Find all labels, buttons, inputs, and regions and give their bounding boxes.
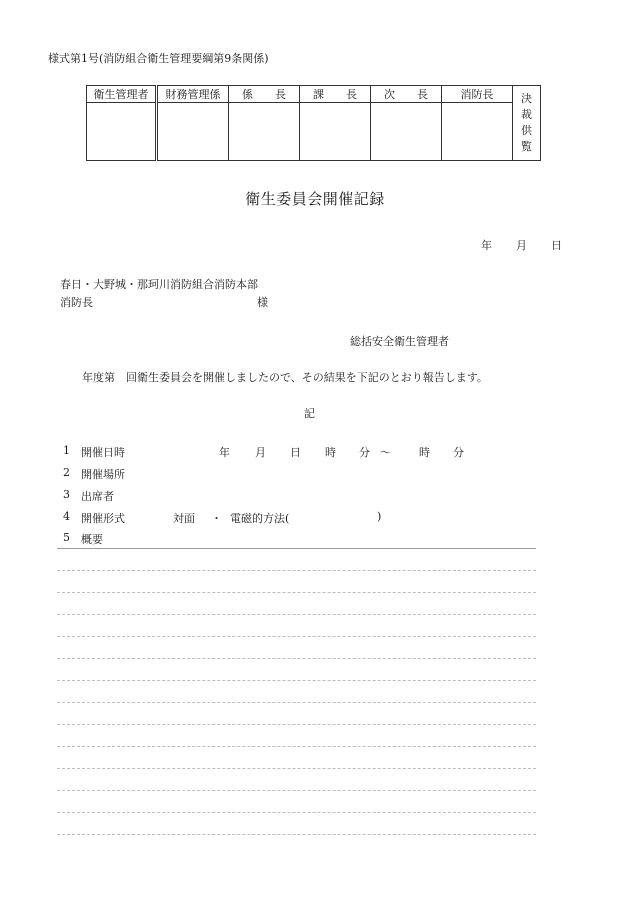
summary-line[interactable] [57,658,536,659]
item-label-datetime: 開催日時 [81,446,125,459]
schedule-end-minute: 分 [453,446,464,459]
stamp-box-fire-chief[interactable] [442,103,513,161]
item-label-summary: 概要 [81,533,103,546]
approval-header-health-manager: 衛生管理者 [87,86,157,103]
summary-line[interactable] [57,790,536,791]
date-day: 日 [551,239,562,252]
approval-side-label [513,86,541,161]
summary-line[interactable] [57,636,536,637]
summary-line[interactable] [57,702,536,703]
date-month: 月 [516,239,527,252]
schedule-day: 日 [290,446,301,459]
addressee-honorific: 様 [257,296,268,309]
summary-line[interactable] [57,746,536,747]
item-label-location: 開催場所 [81,468,125,481]
stamp-box-health-manager[interactable] [87,103,157,161]
sender-title: 総括安全衛生管理者 [350,335,449,348]
report-statement: 年度第 回衛生委員会を開催しましたので、その結果を下記のとおり報告します。 [82,371,488,384]
format-close-paren: ) [377,510,382,523]
approval-header-section-head: 課 長 [300,86,371,103]
summary-line[interactable] [57,812,536,813]
side-char-4: 覧 [521,140,532,153]
format-in-person-option[interactable]: 対面 [173,512,195,525]
approval-header-fire-chief: 消防長 [442,86,513,103]
schedule-tilde: ～ [380,446,391,459]
stamp-box-deputy[interactable] [371,103,442,161]
stamp-box-section-head[interactable] [300,103,371,161]
summary-line[interactable] [57,834,536,835]
summary-line[interactable] [57,570,536,571]
summary-line[interactable] [57,724,536,725]
summary-line[interactable] [57,768,536,769]
form-number: 様式第1号(消防組合衛生管理要綱第9条関係) [48,52,269,65]
approval-header-chief: 係 長 [229,86,300,103]
ki-heading: 記 [304,407,315,420]
date-year: 年 [481,239,492,252]
format-electronic-option[interactable]: 電磁的方法( [230,512,290,525]
stamp-box-finance[interactable] [157,103,229,161]
item-label-format: 開催形式 [81,512,125,525]
side-char-3: 供 [521,124,532,137]
schedule-end-hour: 時 [419,446,430,459]
schedule-hour: 時 [325,446,336,459]
item-number-2: 2 [63,466,70,479]
summary-line[interactable] [57,592,536,593]
item-label-attendees: 出席者 [81,490,114,503]
item-number-5: 5 [63,531,70,544]
schedule-year: 年 [219,446,230,459]
format-separator: ・ [211,512,222,525]
stamp-box-chief[interactable] [229,103,300,161]
addressee-organization: 春日・大野城・那珂川消防組合消防本部 [60,278,258,291]
summary-line[interactable] [57,614,536,615]
side-char-2: 裁 [521,108,532,121]
item-number-3: 3 [63,488,70,501]
summary-line[interactable] [57,680,536,681]
schedule-minute: 分 [359,446,370,459]
approval-header-deputy: 次 長 [371,86,442,103]
summary-line[interactable] [57,548,536,549]
approval-stamp-table [86,85,541,161]
item-number-4: 4 [63,510,70,523]
approval-header-finance: 財務管理係 [157,86,229,103]
schedule-month: 月 [255,446,266,459]
side-char-1: 決 [521,92,532,105]
page-title: 衛生委員会開催記録 [245,190,385,208]
addressee-position: 消防長 [60,296,93,309]
item-number-1: 1 [63,444,70,457]
